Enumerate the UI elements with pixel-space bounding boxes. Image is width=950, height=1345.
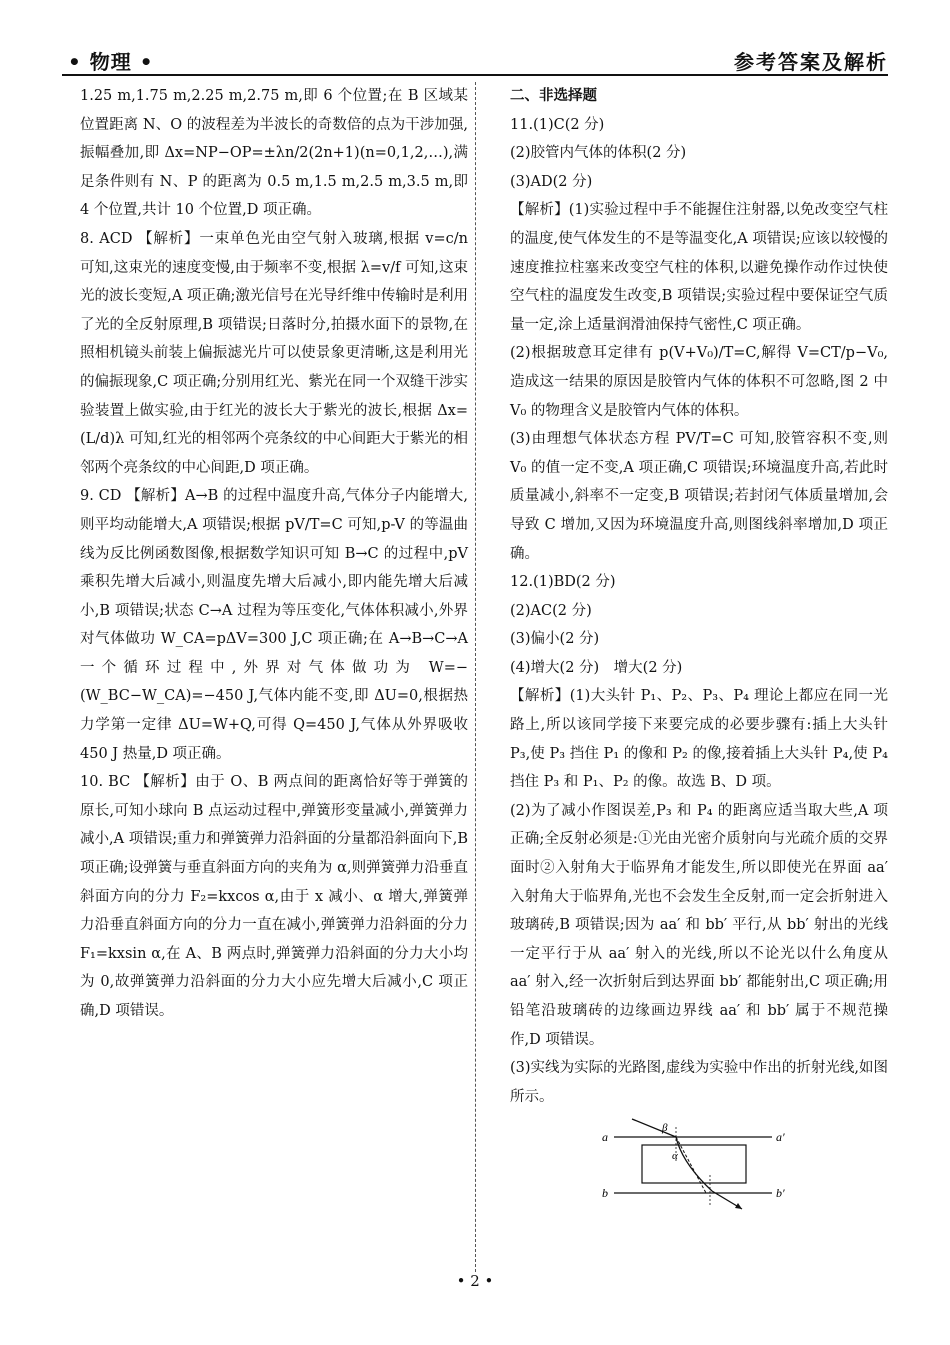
analysis-11-1: 【解析】(1)实验过程中手不能握住注射器,以免改变空气柱的温度,使气体发生的不是等温变化,A 项错误;应该以较慢的速度推拉柱塞来改变空气柱的体积,以避免操作动作过快使空气柱的温度发生改变,B 项错误;实验过程中要保证空气质量一定,涂上适量润滑油保持气密性,C 项正确。 [510,202,888,333]
answer-12-1: 12.(1)BD(2 分) [510,574,616,591]
refraction-diagram [602,1115,792,1215]
answer-10: 10. BC 【解析】由于 O、B 两点间的距离恰好等于弹簧的原长,可知小球向 B 点运动过程中,弹簧形变量减小,弹簧弹力减小,A 项错误;重力和弹簧弹力沿斜面的分量都沿斜面向下,B 项正确;设弹簧与垂直斜面方向的夹角为 α,则弹簧弹力沿垂直斜面方向的分力 F₂=kxcos α,由于 x 减小、α 增大,弹簧弹力沿垂直斜面方向的分力一直在减小,弹簧弹力沿斜面的分力 F₁=kxsin α,在 A、B 两点时,弹簧弹力沿斜面的分力大小均为 0,故弹簧弹力沿斜面的分力大小应先增大后减小,C 项正确,D 项错误。 [80,774,468,1019]
label-alpha: α [672,1150,678,1163]
column-divider [475,82,476,1272]
label-a-prime: a′ [776,1130,785,1145]
answer-7-continued: 1.25 m,1.75 m,2.25 m,2.75 m,即 6 个位置;在 B 区域某位置距离 N、O 的波程差为半波长的奇数倍的点为干涉加强,振幅叠加,即 Δx=NP−OP=±λn/2(2n+1)(n=0,1,2,…),满足条件则有 N、P 的距离为 0.5 m,1.5 m,2.5 m,3.5 m,即 4 个位置,共计 10 个位置,D 项正确。 [80,88,468,219]
answer-8: 8. ACD 【解析】一束单色光由空气射入玻璃,根据 v=c/n 可知,这束光的速度变慢,由于频率不变,根据 λ=v/f 可知,这束光的波长变短,A 项正确;激光信号在光导纤维中传输时是利用了光的全反射原理,B 项错误;日落时分,拍摄水面下的景物,在照相机镜头前装上偏振滤光片可以使景象更清晰,这是利用光的偏振现象,C 项正确;分别用红光、紫光在同一个双缝干涉实验装置上做实验,由于红光的波长大于紫光的波长,根据 Δx=(L/d)λ 可知,红光的相邻两个亮条纹的中心间距大于紫光的相邻两个亮条纹的中心间距,D 项正确。 [80,230,468,476]
label-b: b [602,1186,608,1201]
analysis-12-2: (2)为了减小作图误差,P₃ 和 P₄ 的距离应适当取大些,A 项正确;全反射必须是:①光由光密介质射向与光疏介质的交界面时②入射角大于临界角才能发生,所以即使光在界面 aa′ 入射角大于临界角,光也不会发生全反射,而一定会折射进入玻璃砖,B 项错误;因为 aa′ 和 bb′ 平行,从 bb′ 射出的光线一定平行于从 aa′ 射入的光线,所以不论光以什么角度从 aa′ 射入,经一次折射后到达界面 bb′ 都能射出,C 项正确;用铅笔沿玻璃砖的边缘画边界线 aa′ 和 bb′ 属于不规范操作,D 项错误。 [510,802,888,1048]
analysis-11-2: (2)根据玻意耳定律有 p(V+V₀)/T=C,解得 V=CT/p−V₀,造成这一结果的原因是胶管内气体的体积不可忽略,图 2 中 V₀ 的物理含义是胶管内气体的体积。 [510,345,888,419]
header-title: 参考答案及解析 [734,50,888,74]
answer-9: 9. CD 【解析】A→B 的过程中温度升高,气体分子内能增大,则平均动能增大,A 项错误;根据 pV/T=C 可知,p-V 的等温曲线为反比例函数图像,根据数学知识可知 B→C 的过程中,pV 乘积先增大后减小,则温度先增大后减小,即内能先增大后减小,B 项错误;状态 C→A 过程为等压变化,气体体积减小,外界对气体做功 W_CA=pΔV=300 J,C 项正确;在 A→B→C→A 一个循环过程中,外界对气体做功为 W=−(W_BC−W_CA)=−450 J,气体内能不变,即 ΔU=0,根据热力学第一定律 ΔU=W+Q,可得 Q=450 J,气体从外界吸收 450 J 热量,D 项正确。 [80,488,468,762]
analysis-12-1: 【解析】(1)大头针 P₁、P₂、P₃、P₄ 理论上都应在同一光路上,所以该同学接下来要完成的必要步骤有:插上大头针 P₃,使 P₃ 挡住 P₁ 的像和 P₂ 的像,接着插上大头针 P₄,使 P₄ 挡住 P₃ 和 P₁、P₂ 的像。故选 B、D 项。 [510,688,888,791]
glass-block [642,1145,746,1183]
page-number: • 2 • [456,1272,494,1290]
label-b-prime: b′ [776,1186,785,1201]
answer-12-3: (3)偏小(2 分) [510,631,600,648]
answer-12-2: (2)AC(2 分) [510,602,592,619]
answer-11-1: 11.(1)C(2 分) [510,116,605,133]
analysis-12-3: (3)实线为实际的光路图,虚线为实验中作出的折射光线,如图所示。 [510,1060,888,1105]
analysis-11-3: (3)由理想气体状态方程 PV/T=C 可知,胶管容积不变,则 V₀ 的值一定不变,A 项正确,C 项错误;环境温度升高,若此时质量减小,斜率不一定变,B 项错误;若封闭气体质量增加,会导致 C 增加,又因为环境温度升高,则图线斜率增加,D 项正确。 [510,431,888,562]
subject-label: • 物理 • [68,50,154,74]
answer-11-2: (2)胶管内气体的体积(2 分) [510,145,687,162]
right-column [510,82,888,1215]
page-header [62,44,888,78]
actual-ray [632,1119,742,1209]
header-rule [62,74,888,76]
label-a: a [602,1130,608,1145]
answer-11-3: (3)AD(2 分) [510,173,593,190]
section-title: 二、非选择题 [510,87,597,104]
label-beta: β [662,1122,668,1135]
answer-12-4: (4)增大(2 分) 增大(2 分) [510,659,683,676]
left-column [80,82,468,1026]
